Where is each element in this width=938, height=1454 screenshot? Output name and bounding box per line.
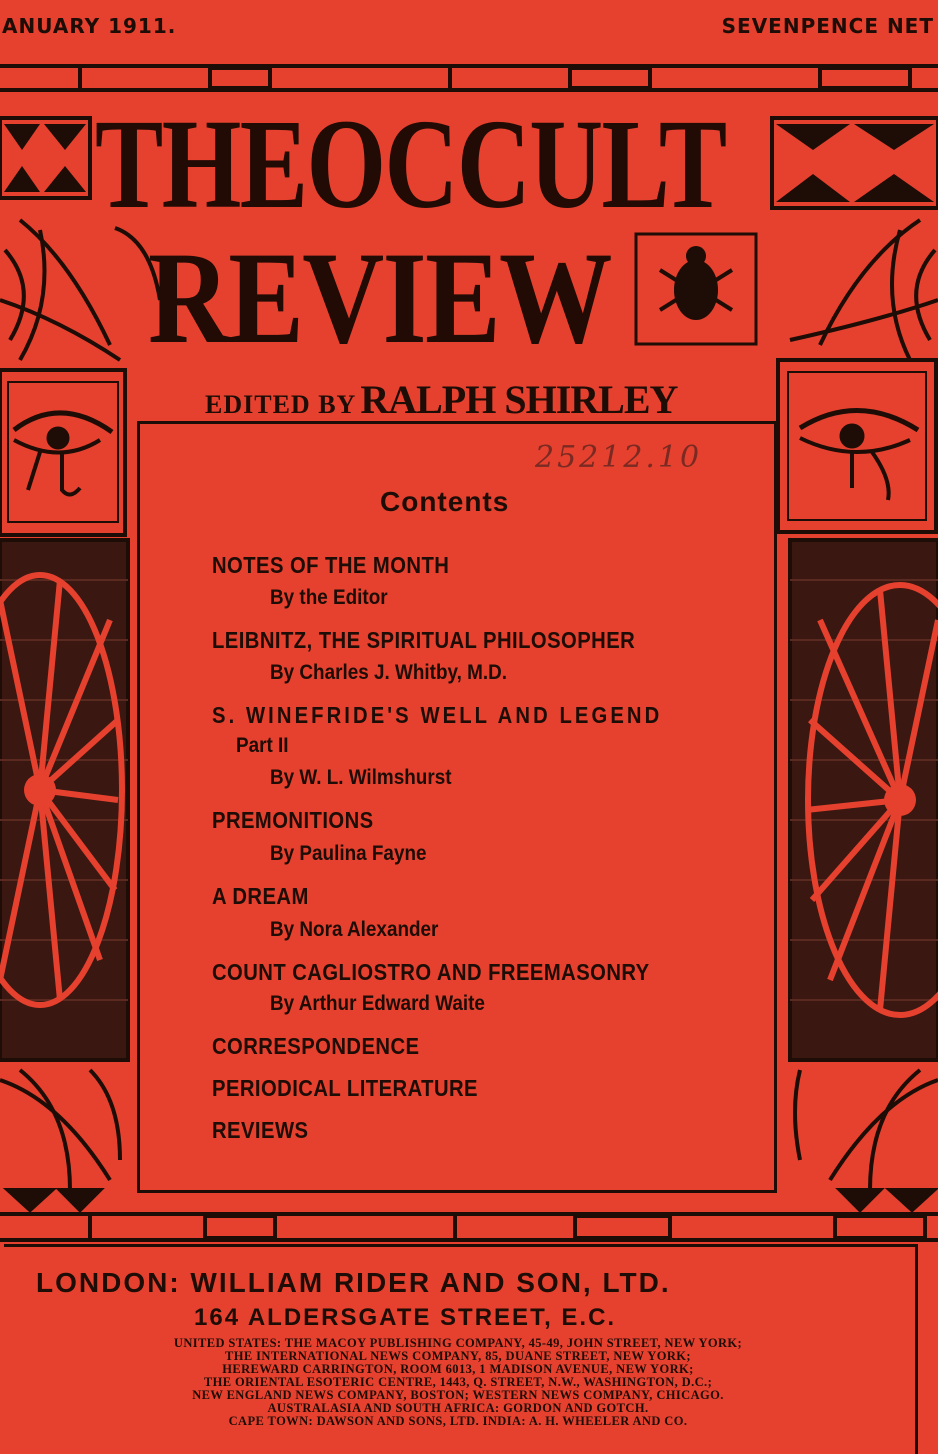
agent-line: UNITED STATES: THE MACOY PUBLISHING COMPANY, 45-49, JOHN STREET, NEW YORK; [173, 1336, 743, 1350]
left-lower-lotus [0, 1070, 120, 1210]
entry-title: PREMONITIONS [212, 807, 374, 833]
right-zigzag-panel [772, 118, 938, 208]
entry-title: REVIEWS [212, 1117, 309, 1143]
entry-title: A DREAM [212, 883, 309, 909]
contents-heading: Contents [380, 486, 510, 517]
publisher-line-1: LONDON: WILLIAM RIDER AND SON, LTD. [36, 1267, 671, 1298]
left-wheel-panel [0, 540, 128, 1060]
scarab-ornament [636, 234, 756, 344]
left-eye-panel [0, 370, 125, 535]
editor-name: RALPH SHIRLEY [360, 377, 678, 422]
agents-list [4, 1337, 912, 1428]
title-line-1: THEOCCULT [95, 93, 726, 235]
right-lower-lotus [795, 1070, 938, 1210]
entry-title: PERIODICAL LITERATURE [212, 1075, 479, 1101]
agent-line: THE ORIENTAL ESOTERIC CENTRE, 1443, Q. STREET, N.W., WASHINGTON, D.C.; [203, 1375, 713, 1389]
agent-line: THE INTERNATIONAL NEWS COMPANY, 85, DUANE STREET, NEW YORK; [225, 1349, 691, 1363]
entry-author: By Charles J. Whitby, M.D. [270, 661, 507, 684]
publisher-line-2: 164 ALDERSGATE STREET, E.C. [194, 1304, 617, 1331]
entry-title: NOTES OF THE MONTH [212, 552, 450, 578]
right-wheel-panel [790, 540, 938, 1060]
entry-author: By W. L. Wilmshurst [270, 766, 452, 789]
agent-line: AUSTRALASIA AND SOUTH AFRICA: GORDON AND GOTCH. [267, 1401, 649, 1415]
entry-author: By the Editor [270, 586, 388, 609]
entry-author: By Paulina Fayne [270, 842, 427, 865]
agent-line: HEREWARD CARRINGTON, ROOM 6013, 1 MADISON AVENUE, NEW YORK; [222, 1362, 694, 1376]
entry-author: By Arthur Edward Waite [270, 992, 485, 1015]
contents-box [137, 421, 777, 1193]
publisher-box [4, 1244, 918, 1454]
title-line-2: REVIEW [148, 224, 611, 371]
left-lotus-ornament [0, 220, 160, 360]
editor-prefix: EDITED BY [205, 390, 357, 419]
right-lotus-ornament [790, 220, 938, 360]
entry-author: By Nora Alexander [270, 918, 439, 941]
agent-line: CAPE TOWN: DAWSON AND SONS, LTD. INDIA: A. H. WHEELER AND CO. [228, 1414, 688, 1428]
editor-line [205, 376, 677, 423]
agent-line: NEW ENGLAND NEWS COMPANY, BOSTON; WESTERN NEWS COMPANY, CHICAGO. [192, 1388, 724, 1402]
shelf-mark: 25212.10 [535, 440, 703, 475]
issue-date: ANUARY 1911. [2, 14, 177, 38]
entry-subtitle: Part II [236, 734, 289, 757]
entry-title: CORRESPONDENCE [212, 1033, 420, 1059]
bottom-band-ornament [0, 1214, 938, 1240]
right-eye-panel [778, 360, 936, 532]
entry-title: S. WINEFRIDE'S WELL AND LEGEND [212, 702, 663, 728]
entry-title: COUNT CAGLIOSTRO AND FREEMASONRY [212, 959, 650, 985]
entry-title: LEIBNITZ, THE SPIRITUAL PHILOSOPHER [212, 627, 636, 653]
top-band-ornament [0, 66, 938, 90]
price: SEVENPENCE NET [721, 14, 934, 38]
left-zigzag-panel [0, 118, 90, 198]
